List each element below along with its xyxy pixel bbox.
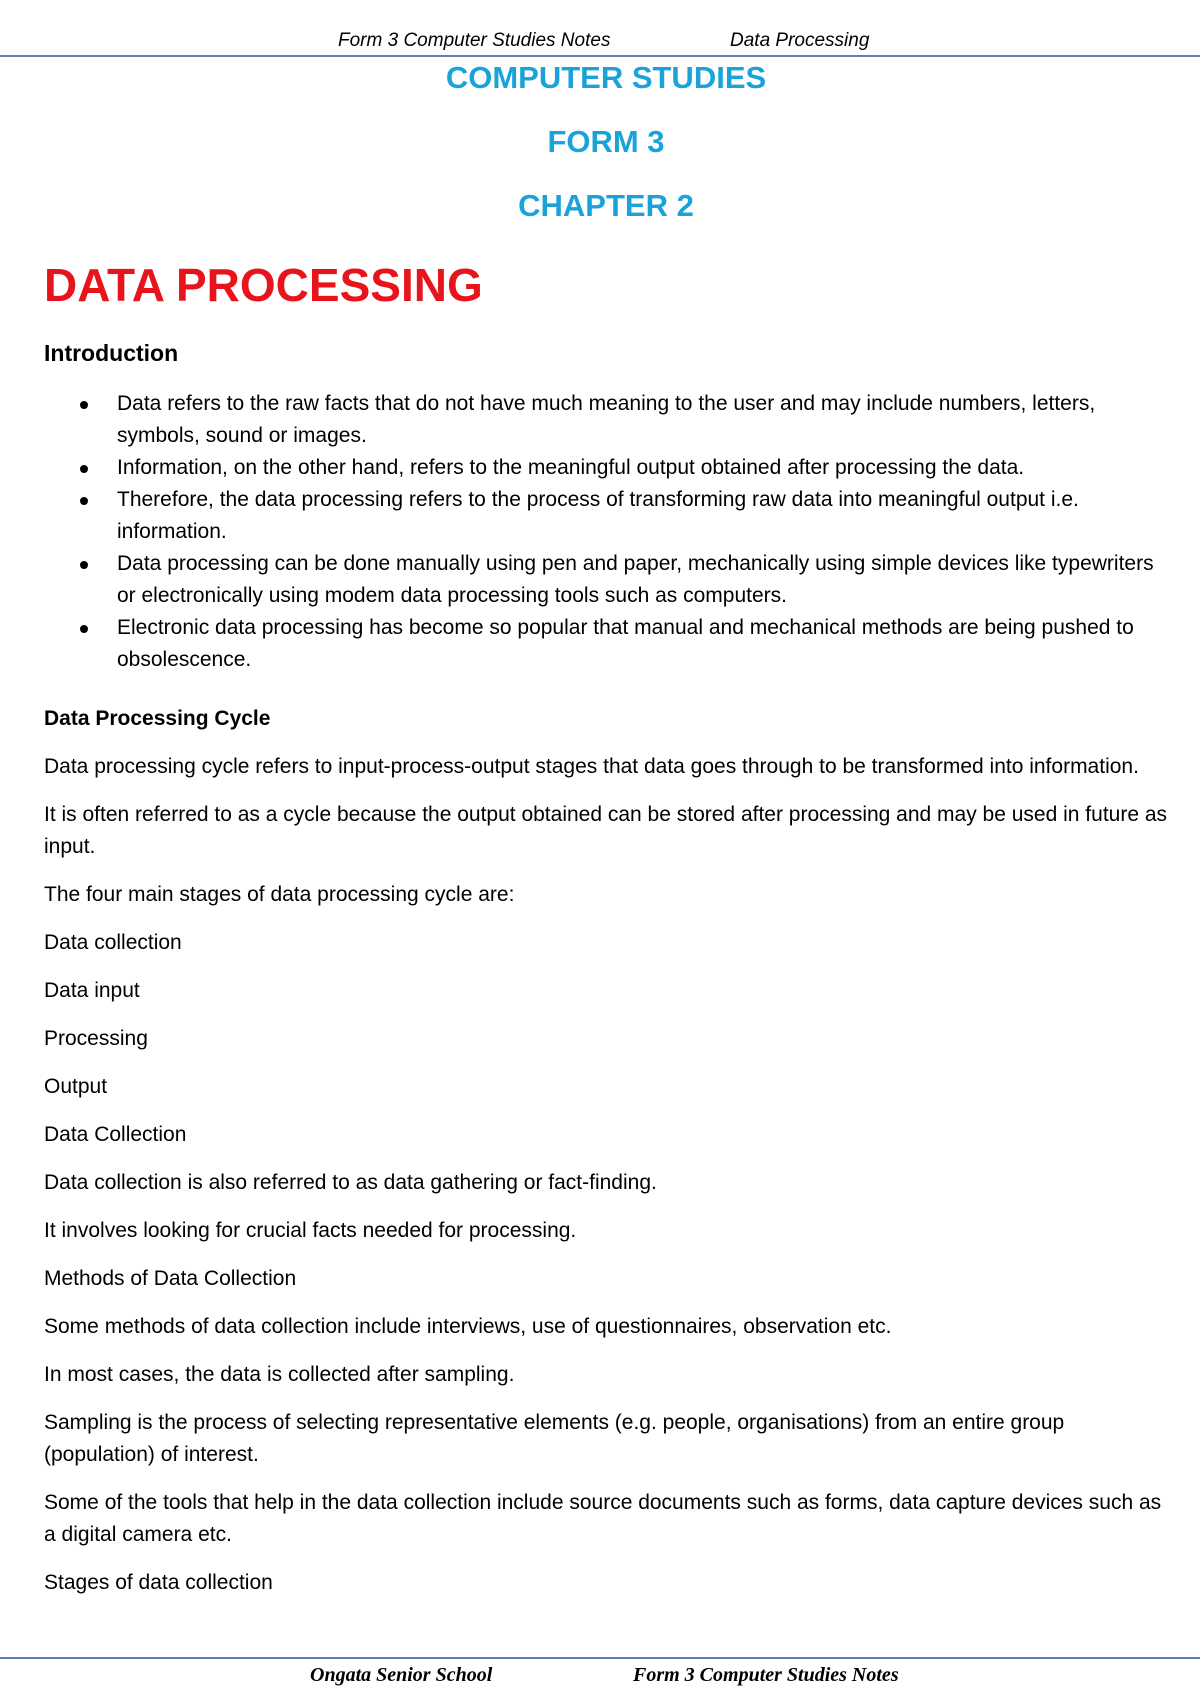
subheading-methods-of-data-collection: Methods of Data Collection: [44, 1267, 297, 1290]
introduction-heading: Introduction: [44, 340, 179, 366]
header-divider: [0, 55, 1200, 57]
list-item: [44, 452, 1174, 484]
paragraph: It involves looking for crucial facts needed for processing.: [44, 1219, 577, 1242]
footer-divider: [0, 1657, 1200, 1659]
list-item: [44, 548, 1174, 612]
introduction-bullet-list: [44, 388, 1174, 676]
paragraph: In most cases, the data is collected after sampling.: [44, 1363, 515, 1386]
subject-title: COMPUTER STUDIES: [445, 60, 767, 95]
list-item-text: Therefore, the data processing refers to the process of transforming raw data into meaningful output i.e. information.: [117, 488, 1079, 543]
form-title: FORM 3: [547, 124, 665, 159]
bullet-icon: [80, 401, 88, 409]
bullet-icon: [80, 561, 88, 569]
chapter-title: CHAPTER 2: [518, 188, 694, 223]
page-footer: [0, 1662, 1200, 1692]
list-item: [44, 612, 1174, 676]
paragraph: Sampling is the process of selecting representative elements (e.g. people, organisations) from an entire group (population) of interest.: [44, 1411, 1065, 1466]
stage-item: Data input: [44, 979, 140, 1002]
list-item-text: Information, on the other hand, refers to the meaningful output obtained after processing the data.: [117, 456, 1025, 479]
paragraph: The four main stages of data processing cycle are:: [44, 883, 515, 906]
section-heading-data-processing-cycle: Data Processing Cycle: [44, 707, 271, 730]
paragraph: Data processing cycle refers to input-process-output stages that data goes through to be transformed into information.: [44, 755, 1139, 778]
list-item: [44, 484, 1174, 548]
stage-item: Output: [44, 1075, 108, 1098]
list-item-text: Data processing can be done manually using pen and paper, mechanically using simple devices like typewriters or electronically using modem data processing tools such as computers.: [117, 552, 1154, 607]
footer-right-text: Form 3 Computer Studies Notes: [633, 1664, 899, 1686]
subheading-stages-of-data-collection: Stages of data collection: [44, 1571, 273, 1594]
list-item: [44, 388, 1174, 452]
page-header: [0, 26, 1200, 54]
list-item-text: Data refers to the raw facts that do not have much meaning to the user and may include numbers, letters, symbols, sound or images.: [117, 392, 1096, 447]
paragraph: It is often referred to as a cycle because the output obtained can be stored after processing and may be used in future as input.: [44, 803, 1168, 858]
footer-left-text: Ongata Senior School: [310, 1664, 493, 1686]
header-right-text: Data Processing: [730, 30, 870, 51]
paragraph: Some of the tools that help in the data collection include source documents such as forms, data capture devices such as a digital camera etc.: [44, 1491, 1162, 1546]
page-title: DATA PROCESSING: [44, 259, 483, 311]
bullet-icon: [80, 625, 88, 633]
stage-item: Data collection: [44, 931, 182, 954]
bullet-icon: [80, 465, 88, 473]
header-left-text: Form 3 Computer Studies Notes: [338, 30, 611, 51]
list-item-text: Electronic data processing has become so popular that manual and mechanical methods are being pushed to obsolescence.: [117, 616, 1134, 671]
paragraph: Some methods of data collection include interviews, use of questionnaires, observation etc.: [44, 1315, 892, 1338]
paragraph: Data collection is also referred to as data gathering or fact-finding.: [44, 1171, 657, 1194]
bullet-icon: [80, 497, 88, 505]
stage-item: Processing: [44, 1027, 148, 1050]
subheading-data-collection: Data Collection: [44, 1123, 187, 1146]
body-content: [44, 703, 1174, 1615]
